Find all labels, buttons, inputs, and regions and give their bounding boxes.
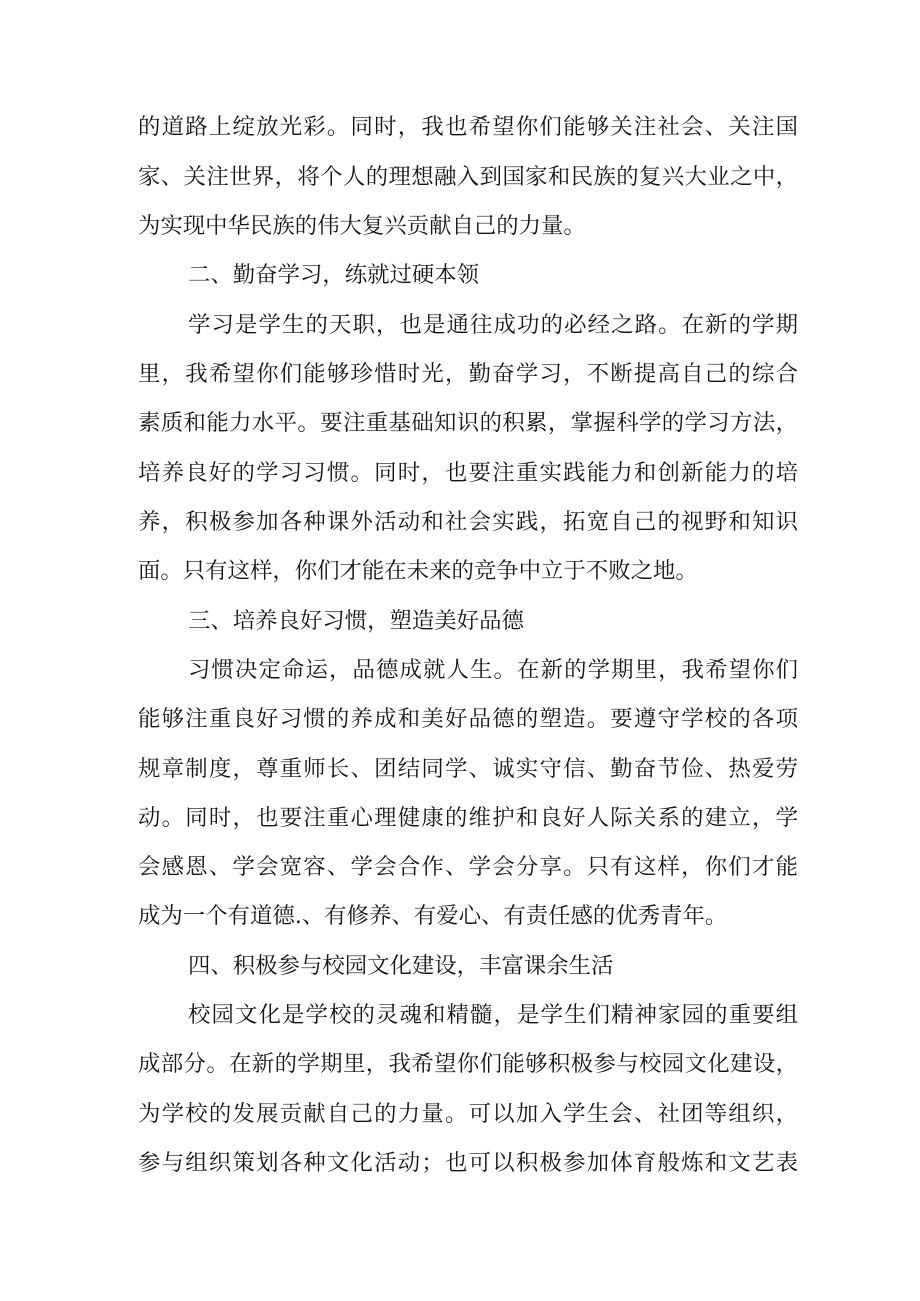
text-line: 培养良好的学习习惯。同时，也要注重实践能力和创新能力的培	[138, 460, 798, 486]
text-line: 里，我希望你们能够珍惜时光，勤奋学习，不断提高自己的综合	[138, 361, 798, 387]
text-line: 养，积极参加各种课外活动和社会实践，拓宽自己的视野和知识	[138, 509, 798, 535]
text-line: 为学校的发展贡献自己的力量。可以加入学生会、社团等组织，	[138, 1101, 798, 1127]
text-line: 成为一个有道德.、有修养、有爱心、有责任感的优秀青年。	[138, 903, 728, 929]
section-heading: 二、勤奋学习，练就过硬本领	[188, 262, 480, 288]
paragraph-first-line: 校园文化是学校的灵魂和精髓，是学生们精神家园的重要组	[188, 1002, 798, 1028]
text-line: 规章制度，尊重师长、团结同学、诚实守信、勤奋节俭、热爱劳	[138, 756, 798, 782]
section-heading: 三、培养良好习惯，塑造美好品德	[188, 608, 524, 634]
text-line: 成部分。在新的学期里，我希望你们能够积极参与校园文化建设，	[138, 1051, 798, 1077]
text-line: 动。同时，也要注重心理健康的维护和良好人际关系的建立，学	[138, 805, 798, 831]
text-line: 能够注重良好习惯的养成和美好品德的塑造。要遵守学校的各项	[138, 706, 798, 732]
text-line: 会感恩、学会宽容、学会合作、学会分享。只有这样，你们才能	[138, 854, 798, 880]
section-heading: 四、积极参与校园文化建设，丰富课余生活	[188, 953, 614, 979]
text-line: 面。只有这样，你们才能在未来的竞争中立于不败之地。	[138, 558, 698, 584]
paragraph-first-line: 习惯决定命运，品德成就人生。在新的学期里，我希望你们	[188, 657, 798, 683]
text-line: 参与组织策划各种文化活动；也可以积极参加体育般炼和文艺表	[138, 1150, 798, 1176]
text-line: 为实现中华民族的伟大复兴贡献自己的力量。	[138, 213, 586, 239]
paragraph-first-line: 学习是学生的天职，也是通往成功的必经之路。在新的学期	[188, 312, 798, 338]
text-line: 家、关注世界，将个人的理想融入到国家和民族的复兴大业之中，	[138, 164, 798, 190]
text-line: 素质和能力水平。要注重基础知识的积累，掌握科学的学习方法，	[138, 410, 798, 436]
text-line: 的道路上绽放光彩。同时，我也希望你们能够关注社会、关注国	[138, 114, 798, 140]
